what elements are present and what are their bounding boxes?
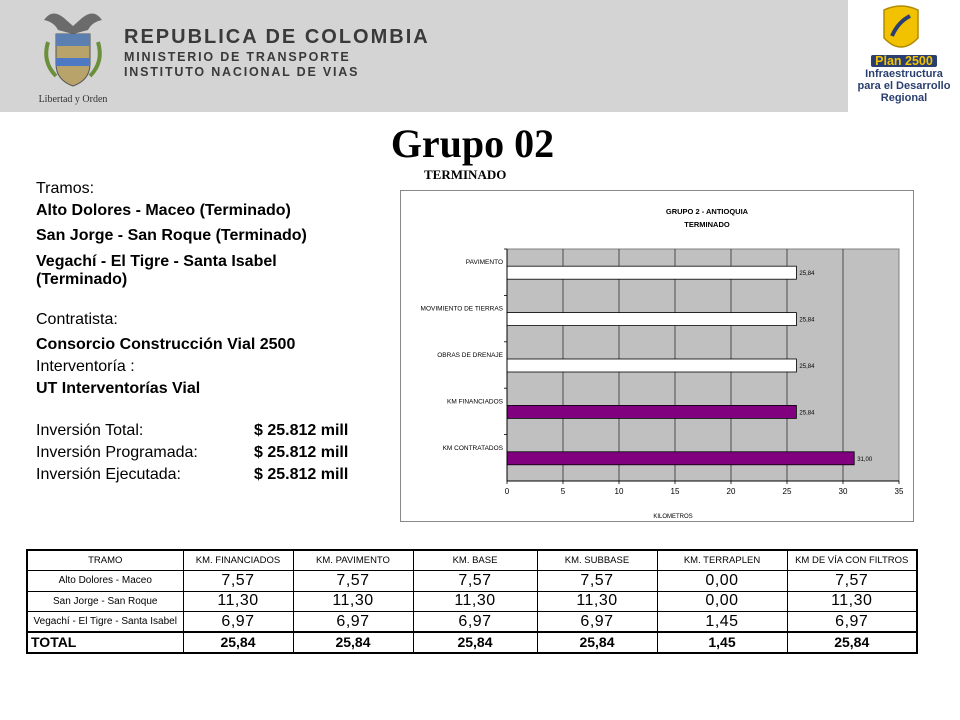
total-cell: 25,84 xyxy=(413,632,537,653)
km-cell: 7,57 xyxy=(293,571,413,592)
column-header: KM. BASE xyxy=(413,550,537,571)
column-header: KM. TERRAPLEN xyxy=(657,550,787,571)
km-cell: 6,97 xyxy=(183,612,293,633)
column-header: KM DE VÍA CON FILTROS xyxy=(787,550,917,571)
tramo-item: Vegachí - El Tigre - Santa Isabel (Terminado) xyxy=(36,253,277,288)
crest-motto: Libertad y Orden xyxy=(38,94,108,105)
km-cell: 7,57 xyxy=(787,571,917,592)
bar-value-label: 25,84 xyxy=(799,410,815,417)
total-label: TOTAL xyxy=(27,632,183,653)
progress-chart xyxy=(400,190,914,522)
km-cell: 6,97 xyxy=(413,612,537,633)
km-cell: 11,30 xyxy=(413,591,537,612)
km-cell: 7,57 xyxy=(537,571,657,592)
bar xyxy=(507,266,796,279)
colombia-crest-icon xyxy=(30,6,116,106)
km-cell: 6,97 xyxy=(787,612,917,633)
institute-label: INSTITUTO NACIONAL DE VIAS xyxy=(124,65,360,79)
x-tick-label: 30 xyxy=(838,487,848,496)
plan-2500-text xyxy=(850,55,958,104)
column-header: KM. FINANCIADOS xyxy=(183,550,293,571)
plan-tagline-1: Infraestructura xyxy=(865,68,943,80)
y-tick-label: KM CONTRATADOS xyxy=(442,444,503,452)
table-row xyxy=(27,571,917,592)
chart-subtitle: TERMINADO xyxy=(684,220,730,229)
column-header: KM. SUBBASE xyxy=(537,550,657,571)
total-cell: 25,84 xyxy=(537,632,657,653)
column-header: KM. PAVIMENTO xyxy=(293,550,413,571)
column-header: TRAMO xyxy=(27,550,183,571)
x-tick-label: 20 xyxy=(726,487,736,496)
x-axis-label: KILOMETROS xyxy=(653,514,693,520)
km-cell: 0,00 xyxy=(657,591,787,612)
header-banner xyxy=(0,0,960,112)
x-tick-label: 15 xyxy=(670,487,680,496)
bar-value-label: 25,84 xyxy=(799,364,815,370)
tramo-cell: Vegachí - El Tigre - Santa Isabel xyxy=(27,612,183,633)
inversion-label: Inversión Total: xyxy=(36,422,144,439)
status-label: TERMINADO xyxy=(424,167,507,182)
ministry-label: MINISTERIO DE TRANSPORTE xyxy=(124,50,351,64)
table-row xyxy=(27,612,917,633)
bar xyxy=(507,405,796,418)
plan-2500-icon xyxy=(880,4,922,56)
government-title xyxy=(124,26,430,79)
km-cell: 11,30 xyxy=(183,591,293,612)
plan-tagline-2: para el Desarrollo xyxy=(857,80,951,92)
contratista-value: Consorcio Construcción Vial 2500 xyxy=(36,336,296,353)
plan-tagline-3: Regional xyxy=(880,92,928,104)
inversion-label: Inversión Programada: xyxy=(36,444,198,461)
contratista-label: Contratista: xyxy=(36,311,118,328)
x-tick-label: 25 xyxy=(782,487,792,496)
km-cell: 6,97 xyxy=(537,612,657,633)
plan-label: Plan 2500 xyxy=(871,55,937,67)
y-tick-label: PAVIMENTO xyxy=(465,259,503,267)
tramos-label: Tramos: xyxy=(36,180,95,197)
total-cell: 25,84 xyxy=(183,632,293,653)
km-cell: 7,57 xyxy=(183,571,293,592)
km-cell: 11,30 xyxy=(787,591,917,612)
km-cell: 11,30 xyxy=(537,591,657,612)
y-tick-label: KM FINANCIADOS xyxy=(447,398,503,406)
km-table xyxy=(26,549,918,654)
page-title: Grupo 02 xyxy=(390,121,555,166)
table-row xyxy=(27,591,917,612)
km-cell: 6,97 xyxy=(293,612,413,633)
x-tick-label: 10 xyxy=(614,487,624,496)
inversion-programada-row xyxy=(36,442,348,464)
inversion-value: $ 25.812 mill xyxy=(254,444,349,461)
bar-chart-svg xyxy=(401,191,913,521)
bar-value-label: 25,84 xyxy=(799,317,815,324)
interventoria-value: UT Interventorías Vial xyxy=(36,380,201,397)
km-cell: 0,00 xyxy=(657,571,787,592)
y-tick-label: MOVIMIENTO DE TIERRAS xyxy=(420,305,503,313)
x-tick-label: 35 xyxy=(894,487,904,496)
inversion-value: $ 25.812 mill xyxy=(254,422,349,439)
inversion-label: Inversión Ejecutada: xyxy=(36,466,181,483)
total-cell: 25,84 xyxy=(293,632,413,653)
table-header-row xyxy=(27,550,917,571)
inversion-total-row xyxy=(36,420,348,442)
x-tick-label: 0 xyxy=(504,487,510,496)
inversion-value: $ 25.812 mill xyxy=(254,466,349,483)
tramo-cell: Alto Dolores - Maceo xyxy=(27,571,183,592)
chart-title: GRUPO 2 - ANTIOQUIA xyxy=(665,207,749,216)
km-cell: 1,45 xyxy=(657,612,787,633)
bar xyxy=(507,313,796,326)
tramo-item: Alto Dolores - Maceo (Terminado) xyxy=(36,202,291,219)
km-cell: 7,57 xyxy=(413,571,537,592)
tramo-item: San Jorge - San Roque (Terminado) xyxy=(36,227,307,244)
project-info xyxy=(36,178,348,486)
tramo-cell: San Jorge - San Roque xyxy=(27,591,183,612)
x-tick-label: 5 xyxy=(560,487,566,496)
bar xyxy=(507,359,796,372)
bar xyxy=(507,452,854,465)
table-total-row xyxy=(27,632,917,653)
interventoria-label: Interventoría : xyxy=(36,358,135,375)
total-cell: 1,45 xyxy=(657,632,787,653)
bar-value-label: 31,00 xyxy=(857,456,873,463)
y-tick-label: OBRAS DE DRENAJE xyxy=(437,352,503,359)
km-cell: 11,30 xyxy=(293,591,413,612)
republic-label: REPUBLICA DE COLOMBIA xyxy=(124,26,430,48)
total-cell: 25,84 xyxy=(787,632,917,653)
inversion-ejecutada-row xyxy=(36,464,348,486)
bar-value-label: 25,84 xyxy=(799,271,815,278)
